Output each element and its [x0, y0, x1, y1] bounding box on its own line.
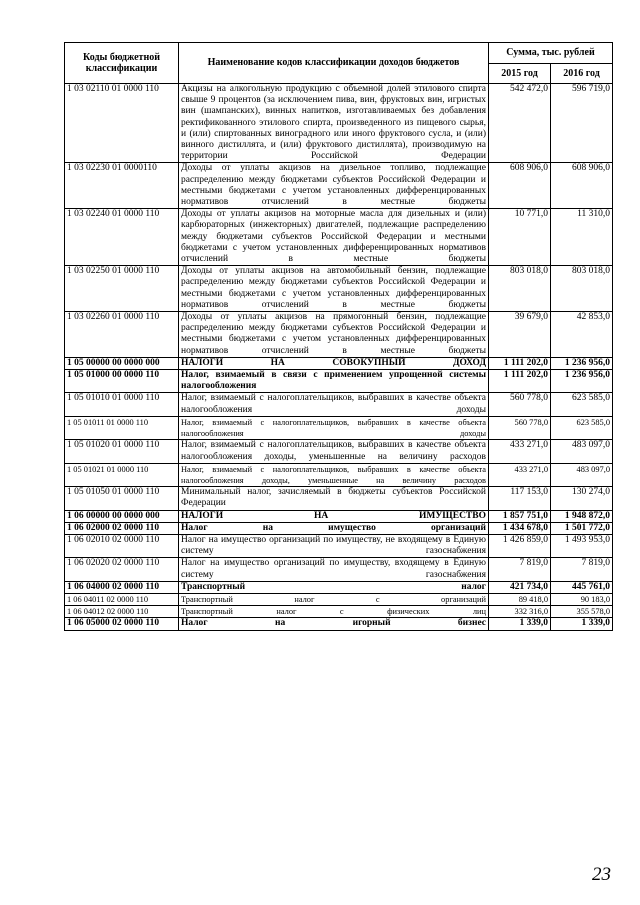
row-value-2015: 608 906,0 — [489, 163, 551, 209]
table-row — [65, 393, 613, 416]
table-row — [65, 370, 613, 393]
row-name: Налог на имущество организаций по имуществу, входящему в Единую систему газоснабжения — [179, 558, 489, 581]
row-value-2016: 623 585,0 — [551, 416, 613, 439]
row-value-2015: 1 111 202,0 — [489, 357, 551, 369]
row-value-2016: 1 493 953,0 — [551, 534, 613, 557]
row-value-2015: 803 018,0 — [489, 266, 551, 312]
row-value-2016: 608 906,0 — [551, 163, 613, 209]
row-name: Доходы от уплаты акцизов на прямогонный бензин, подлежащие распределению между бюджетами субъектов Российской Федерации и местными бюджетами с учетом установленных дифференцированных нормативов отчислений в местные бюджеты — [179, 312, 489, 358]
row-name: Доходы от уплаты акцизов на дизельное топливо, подлежащие распределению между бюджетами субъектов Российской Федерации и местными бюджетами с учетом установленных дифференцированных нормативов отчислений в местные бюджеты — [179, 163, 489, 209]
header-codes: Коды бюджетной классификации — [65, 43, 179, 84]
row-name: Акцизы на алкогольную продукцию с объемной долей этилового спирта свыше 9 процентов (за исключением пива, вин, фруктовых вин, игристых вин (шампанских), винных напитков, изготавливаемых без добавления ректификованного этилового спирта, произведенного из пищевого сырья, и (или) спиртованных виноградного или иного фруктового сусла, и (или) винного дистиллята, и (или) фруктового дистиллята), производимую на территории Российской Федерации — [179, 84, 489, 163]
table-row — [65, 463, 613, 486]
row-value-2016: 11 310,0 — [551, 209, 613, 266]
row-value-2016: 7 819,0 — [551, 558, 613, 581]
table-row — [65, 163, 613, 209]
row-code: 1 06 04000 02 0000 110 — [65, 581, 179, 593]
row-name: Транспортный налог с организаций — [179, 593, 489, 605]
row-code: 1 03 02110 01 0000 110 — [65, 84, 179, 163]
table-row — [65, 534, 613, 557]
row-code: 1 06 00000 00 0000 000 — [65, 510, 179, 522]
row-value-2016: 596 719,0 — [551, 84, 613, 163]
row-value-2016: 355 578,0 — [551, 606, 613, 618]
row-value-2015: 89 418,0 — [489, 593, 551, 605]
row-value-2015: 560 778,0 — [489, 416, 551, 439]
row-code: 1 03 02240 01 0000 110 — [65, 209, 179, 266]
header-year-2016: 2016 год — [551, 64, 613, 84]
row-name: Налог, взимаемый с налогоплательщиков, выбравших в качестве объекта налогообложения доходы — [179, 393, 489, 416]
row-name: Доходы от уплаты акцизов на автомобильный бензин, подлежащие распределению между бюджетами субъектов Российской Федерации и местными бюджетами с учетом установленных дифференцированных нормативов отчислений в местные бюджеты — [179, 266, 489, 312]
row-value-2015: 560 778,0 — [489, 393, 551, 416]
row-value-2016: 483 097,0 — [551, 440, 613, 463]
row-value-2016: 130 274,0 — [551, 487, 613, 510]
row-value-2015: 10 771,0 — [489, 209, 551, 266]
row-value-2016: 483 097,0 — [551, 463, 613, 486]
row-name: Налог, взимаемый с налогоплательщиков, выбравших в качестве объекта налогообложения доходы — [179, 416, 489, 439]
table-row — [65, 209, 613, 266]
row-value-2016: 445 761,0 — [551, 581, 613, 593]
table-row — [65, 487, 613, 510]
row-code: 1 03 02260 01 0000 110 — [65, 312, 179, 358]
row-value-2015: 433 271,0 — [489, 440, 551, 463]
row-name: Налог, взимаемый с налогоплательщиков, выбравших в качестве объекта налогообложения доходы, уменьшенные на величину расходов — [179, 440, 489, 463]
row-code: 1 03 02250 01 0000 110 — [65, 266, 179, 312]
row-name: Налог на имущество организаций — [179, 522, 489, 534]
row-code: 1 06 04011 02 0000 110 — [65, 593, 179, 605]
row-value-2015: 1 426 859,0 — [489, 534, 551, 557]
row-name: Налог, взимаемый с налогоплательщиков, выбравших в качестве объекта налогообложения доходы, уменьшенные на величину расходов — [179, 463, 489, 486]
row-code: 1 05 01011 01 0000 110 — [65, 416, 179, 439]
table-row — [65, 357, 613, 369]
header-name: Наименование кодов классификации доходов бюджетов — [179, 43, 489, 84]
row-value-2016: 623 585,0 — [551, 393, 613, 416]
row-value-2015: 1 111 202,0 — [489, 370, 551, 393]
table-row — [65, 440, 613, 463]
table-row — [65, 593, 613, 605]
row-code: 1 05 00000 00 0000 000 — [65, 357, 179, 369]
row-code: 1 06 02020 02 0000 110 — [65, 558, 179, 581]
row-name: НАЛОГИ НА СОВОКУПНЫЙ ДОХОД — [179, 357, 489, 369]
row-name: Минимальный налог, зачисляемый в бюджеты субъектов Российской Федерации — [179, 487, 489, 510]
row-value-2015: 7 819,0 — [489, 558, 551, 581]
row-code: 1 06 02010 02 0000 110 — [65, 534, 179, 557]
row-code: 1 03 02230 01 0000110 — [65, 163, 179, 209]
row-value-2016: 1 501 772,0 — [551, 522, 613, 534]
row-name: Транспортный налог с физических лиц — [179, 606, 489, 618]
row-value-2015: 542 472,0 — [489, 84, 551, 163]
row-name: Транспортный налог — [179, 581, 489, 593]
table-row — [65, 618, 613, 630]
row-code: 1 05 01020 01 0000 110 — [65, 440, 179, 463]
table-row — [65, 416, 613, 439]
row-value-2016: 803 018,0 — [551, 266, 613, 312]
table-row — [65, 266, 613, 312]
row-name: Налог на игорный бизнес — [179, 618, 489, 630]
row-code: 1 06 02000 02 0000 110 — [65, 522, 179, 534]
row-code: 1 05 01021 01 0000 110 — [65, 463, 179, 486]
row-value-2015: 433 271,0 — [489, 463, 551, 486]
table-row — [65, 581, 613, 593]
row-value-2015: 1 339,0 — [489, 618, 551, 630]
table-row — [65, 606, 613, 618]
row-value-2015: 1 857 751,0 — [489, 510, 551, 522]
table-row — [65, 312, 613, 358]
row-value-2015: 421 734,0 — [489, 581, 551, 593]
header-sum: Сумма, тыс. рублей — [489, 43, 613, 64]
table-body — [65, 84, 613, 631]
row-value-2016: 42 853,0 — [551, 312, 613, 358]
row-value-2016: 1 236 956,0 — [551, 357, 613, 369]
row-value-2015: 332 316,0 — [489, 606, 551, 618]
row-value-2015: 117 153,0 — [489, 487, 551, 510]
row-code: 1 06 05000 02 0000 110 — [65, 618, 179, 630]
table-row — [65, 84, 613, 163]
row-code: 1 05 01010 01 0000 110 — [65, 393, 179, 416]
row-name: Доходы от уплаты акцизов на моторные масла для дизельных и (или) карбюраторных (инжекторных) двигателей, подлежащие распределению между бюджетами субъектов Российской Федерации и местными бюджетами с учетом установленных дифференцированных нормативов отчислений в местные бюджеты — [179, 209, 489, 266]
row-value-2015: 1 434 678,0 — [489, 522, 551, 534]
header-year-2015: 2015 год — [489, 64, 551, 84]
row-value-2016: 90 183,0 — [551, 593, 613, 605]
table-row — [65, 510, 613, 522]
row-value-2015: 39 679,0 — [489, 312, 551, 358]
table-row — [65, 558, 613, 581]
row-value-2016: 1 948 872,0 — [551, 510, 613, 522]
row-code: 1 05 01050 01 0000 110 — [65, 487, 179, 510]
row-code: 1 05 01000 00 0000 110 — [65, 370, 179, 393]
row-code: 1 06 04012 02 0000 110 — [65, 606, 179, 618]
table-row — [65, 522, 613, 534]
row-name: Налог на имущество организаций по имуществу, не входящему в Единую систему газоснабжения — [179, 534, 489, 557]
row-value-2016: 1 236 956,0 — [551, 370, 613, 393]
row-name: Налог, взимаемый в связи с применением упрощенной системы налогообложения — [179, 370, 489, 393]
page-number: 23 — [592, 864, 611, 885]
row-value-2016: 1 339,0 — [551, 618, 613, 630]
row-name: НАЛОГИ НА ИМУЩЕСТВО — [179, 510, 489, 522]
budget-table — [64, 42, 613, 631]
